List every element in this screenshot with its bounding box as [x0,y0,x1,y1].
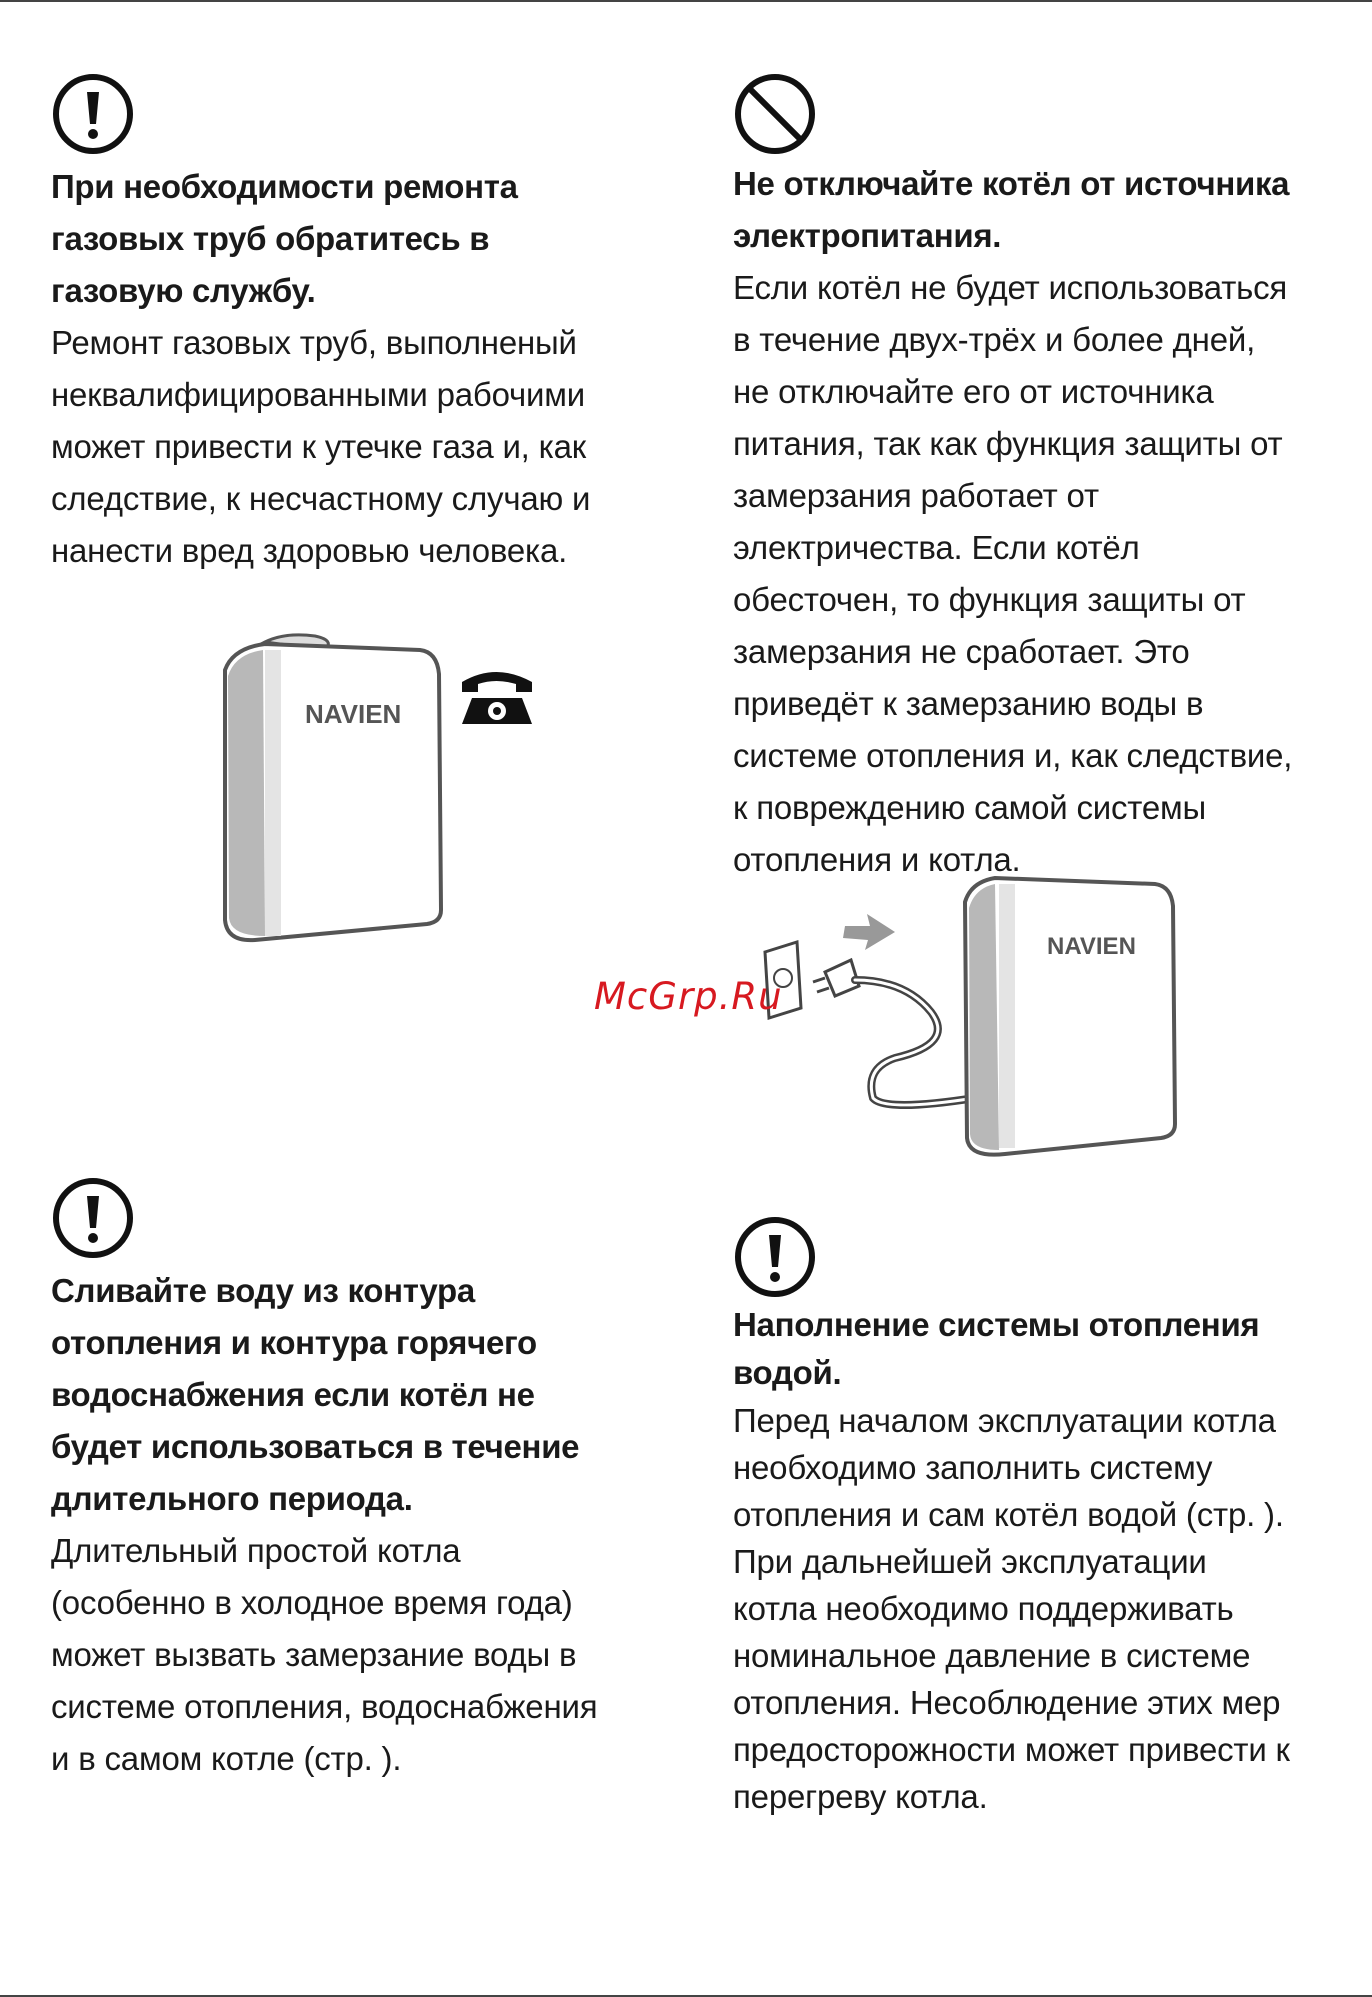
boiler-plug-illustration [755,862,1195,1162]
boiler-unit [965,878,1175,1155]
section-gas-repair [51,161,611,577]
top-rule [0,0,1372,2]
boiler-unit [225,635,441,940]
fill-body: Перед началом эксплуатации котла необходимо заполнить систему отопления и сам котёл водой (стр. ). При дальнейшей эксплуатации котла необходимо поддерживать номинальное давление в системе отопления. Несоблюдение этих мер предосторожности может привести к перегреву котла. [733,1402,1290,1815]
prohibited-circle-icon [733,72,817,156]
section-power [733,158,1298,886]
drain-heading: Сливайте воду из контура отопления и контура горячего водоснабжения если котёл не будет использоваться в течение длительного периода. [51,1272,580,1517]
watermark: McGrp.Ru [594,975,783,1018]
exclamation-circle-icon [733,1215,817,1299]
exclamation-circle-icon [51,72,135,156]
gas-repair-heading: При необходимости ремонта газовых труб обратитесь в газовую службу. [51,168,518,309]
telephone-icon [462,672,532,724]
power-body: Если котёл не будет использоваться в течение двух-трёх и более дней, не отключайте его от источника питания, так как функция защиты от замерзания работает от электричества. Если котёл обесточен, то функция защиты от замерзания не сработает. Это приведёт к замерзанию воды в системе отопления и, как следствие, к повреждению самой системы отопления и котла. [733,269,1293,878]
brand-label: NAVIEN [1047,933,1136,960]
fill-heading: Наполнение системы отопления водой. [733,1306,1260,1391]
insert-arrow-icon [843,914,895,950]
brand-label: NAVIEN [305,699,402,729]
boiler-phone-illustration [205,630,565,950]
section-drain [51,1265,616,1785]
exclamation-circle-icon [51,1176,135,1260]
drain-body: Длительный простой котла (особенно в холодное время года) может вызвать замерзание воды в системе отопления, водоснабжения и в самом котле (стр. ). [51,1532,598,1777]
power-heading: Не отключайте котёл от источника электропитания. [733,165,1290,254]
gas-repair-body: Ремонт газовых труб, выполненый неквалифицированными рабочими может привести к утечке газа и, как следствие, к несчастному случаю и нанести вред здоровью человека. [51,324,591,569]
section-fill [733,1301,1298,1820]
